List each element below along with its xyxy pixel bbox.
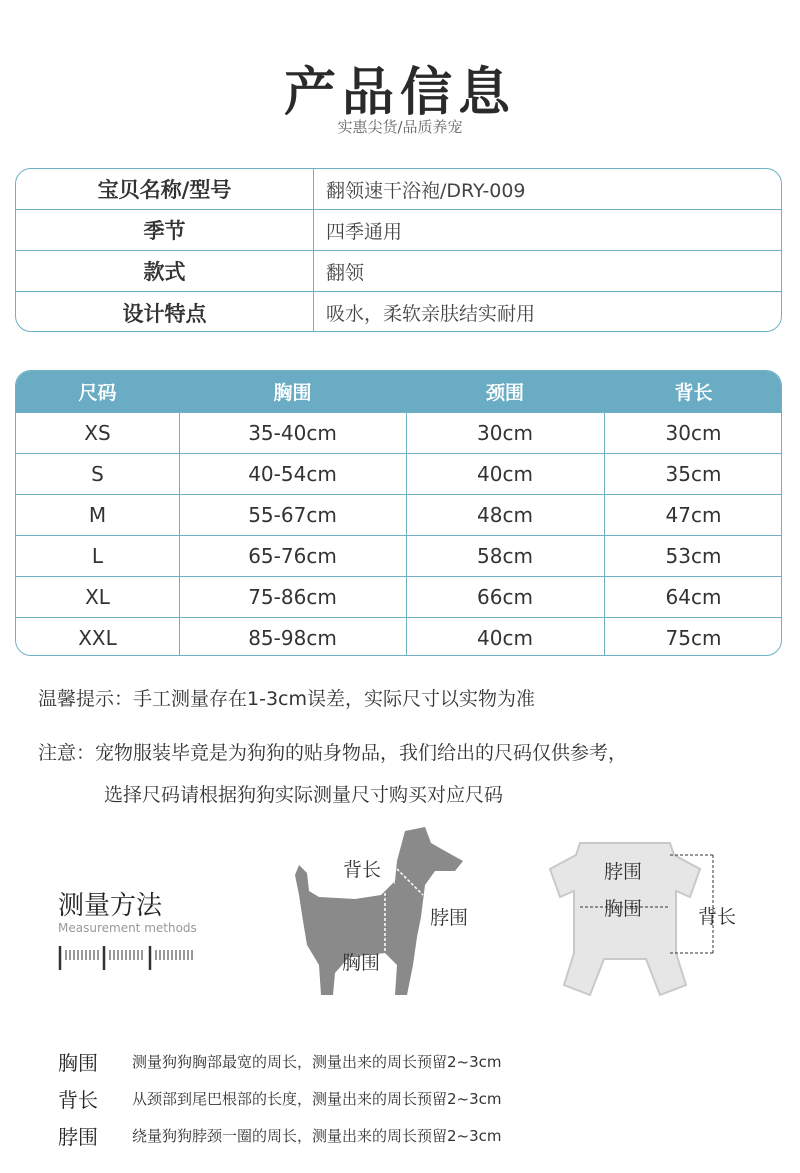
definition-value-neck: 绕量狗狗脖颈一圈的周长，测量出来的周长预留2~3cm — [132, 1127, 502, 1145]
definition-value-chest: 测量狗狗胸部最宽的周长，测量出来的周长预留2~3cm — [132, 1053, 502, 1071]
size-table — [15, 370, 782, 656]
cell-neck: 30cm — [477, 421, 533, 445]
attention-note: 注意：宠物服装毕竟是为狗狗的贴身物品，我们给出的尺码仅供参考， — [38, 742, 628, 764]
cell-size: XL — [85, 585, 110, 609]
table-row — [16, 412, 781, 453]
info-key: 款式 — [16, 251, 314, 291]
header-neck: 颈围 — [485, 382, 524, 404]
definition-key-neck: 脖围 — [58, 1125, 98, 1149]
cell-chest: 35-40cm — [248, 421, 337, 445]
info-row-name — [16, 169, 781, 210]
cell-chest: 65-76cm — [248, 544, 337, 568]
cell-neck: 66cm — [477, 585, 533, 609]
cell-chest: 40-54cm — [248, 462, 337, 486]
info-key: 设计特点 — [16, 292, 314, 332]
product-info-table — [15, 168, 782, 332]
attention-note-continued: 选择尺码请根据狗狗实际测量尺寸购买对应尺码 — [104, 784, 504, 806]
info-value: 翻领速干浴袍/DRY-009 — [326, 179, 526, 202]
info-value: 四季通用 — [326, 220, 403, 243]
definition-key-chest: 胸围 — [58, 1051, 98, 1075]
cell-back: 64cm — [665, 585, 722, 609]
info-key: 季节 — [16, 210, 314, 250]
table-row — [16, 535, 781, 576]
cell-chest: 75-86cm — [248, 585, 337, 609]
definition-key-back: 背长 — [58, 1088, 98, 1112]
table-row — [16, 494, 781, 535]
table-row — [16, 617, 781, 656]
info-value: 吸水，柔软亲肤结实耐用 — [326, 303, 536, 325]
page-title: 产品信息 — [283, 63, 516, 123]
info-row-season — [16, 210, 781, 251]
info-row-style — [16, 251, 781, 292]
cell-neck: 58cm — [477, 544, 533, 568]
cell-back: 30cm — [665, 421, 722, 445]
cell-neck: 40cm — [477, 626, 533, 650]
cell-size: XS — [84, 421, 111, 445]
page-subtitle: 实惠尖货/品质养宠 — [337, 118, 463, 136]
header-size: 尺码 — [78, 382, 117, 404]
cell-back: 47cm — [665, 503, 722, 527]
cell-size: L — [91, 544, 104, 568]
cell-neck: 40cm — [477, 462, 533, 486]
dog-neck-label: 脖围 — [430, 907, 469, 929]
info-row-features — [16, 292, 781, 332]
table-row — [16, 453, 781, 494]
header-chest: 胸围 — [273, 382, 312, 404]
cell-size: M — [88, 503, 107, 527]
method-title: 测量方法 — [58, 891, 163, 921]
info-key: 宝贝名称/型号 — [16, 169, 314, 209]
cell-chest: 85-98cm — [248, 626, 337, 650]
garment-chest-label: 胸围 — [604, 898, 643, 920]
cell-back: 75cm — [665, 626, 722, 650]
cell-size: XXL — [78, 626, 117, 650]
definition-value-back: 从颈部到尾巴根部的长度，测量出来的周长预留2~3cm — [132, 1090, 502, 1108]
size-table-header — [16, 371, 781, 412]
garment-neck-label: 脖围 — [604, 861, 643, 883]
tip-note: 温馨提示：手工测量存在1-3cm误差，实际尺寸以实物为准 — [38, 688, 535, 710]
info-value: 翻领 — [326, 261, 365, 284]
method-subtitle: Measurement methods — [58, 921, 197, 935]
cell-size: S — [91, 462, 104, 486]
table-row — [16, 576, 781, 617]
ruler-icon — [58, 942, 208, 972]
cell-neck: 48cm — [477, 503, 533, 527]
cell-back: 53cm — [665, 544, 722, 568]
header-back: 背长 — [674, 382, 713, 404]
cell-back: 35cm — [665, 462, 722, 486]
cell-chest: 55-67cm — [248, 503, 337, 527]
dog-chest-label: 胸围 — [342, 952, 381, 974]
dog-back-label: 背长 — [343, 859, 382, 881]
garment-back-label: 背长 — [698, 906, 737, 928]
